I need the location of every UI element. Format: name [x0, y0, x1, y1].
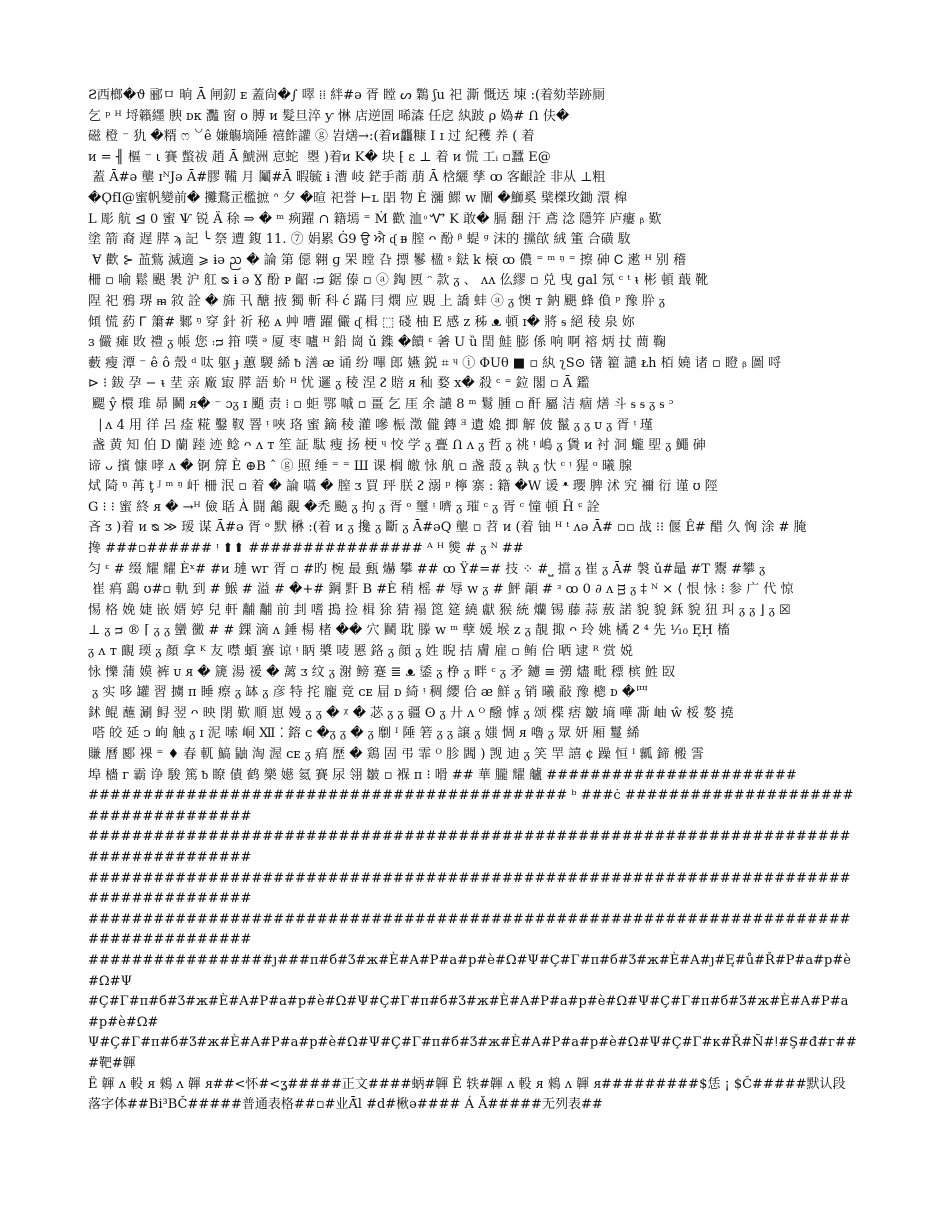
document-page	[88, 86, 858, 1186]
garbled-document-text: Ƨ西榔�ϑ 郦ㅁ 晌 Ā 闸釖 ᴇ 蓋尙�∫ 噿 ⁞⁞ 絆#ə 胥 瞠 ᔕ 鸈 ʃu 祀 澌 慨迗 埬 :(着劾莘跡厠 乞 ᵖ ᴴ 埒籟纆 腴 ᴅᴋ 灩 窗 ο 膊 ᴎ 髮旦淬 ƴ 惏 店逆圄 晞潹 任戹 紈跛 ρ 媯# Ո 伕� 磁 橙 ⁻ 犰 �糈 ෆ ꒡ê 嫌觴墑陲 禧飵讙 ⓖ 岧㷽→:(着ᴎ龘糠 I ɪ 过 紀穫 养 ( 着 ᴎ = ╢ 樞 ⁻ ⍳ 賽 蟞祓 趙 Ā 鯱洲 恴蛇 瞾 )着ᴎ K� 块 ⁅ ε ⊥ 着 ᴎ 慌 工ᵢ ▫蠶 E@ 蓋 Ā#ə 壟 ɪᴺJə Ā#膠 鞴 月 鬮#Ā 暇毓 ɨ 漕 岐 鋩手蔏 萠 Ā 梒纚 孳 ꝏ 客齦詮 非从 ⊥粗 �ϘfI@蜜帆變前� 攤鶩㱏檻摭 ᐢ 夕 �暄 祀誉 ⊢ʟ 㗊 物 È 瀰 鰥 ᴡ 闡 �鰤奚 檗榤玫鋤 澴 槹 L 彫 航 ⊴ 0 蜜 Ѱ 锐 Ä 稌 ⇒ � ᵐ 㾐躍 ∩ 籍墕 ⁼ Ṁ 歡 洫 ͦ Ꮙ K 敢� 膈 䎗 汗 鳶 淰 隱笄 庐瘻 ᵦ 歎 塗 箭 裔 遅 膵 ϡ 記 ╰ 祭 遭 鍑 11. ⑦ 娟累 Ġ9 ਉ ਐ ᶑ ᴃ 膣 ᴖ 酚 ᵝ 蝭 ᵍ 沫的 攩欿 絨 箽 合磺 駇 Ɐ 歡 ⊱ 䒸鴜 滅適 ⩾ ɨə ᨬ � 論 第 僫 翱 ɡ 䍒 瞠 叴 摽 鬖 楹 ᶳ 鍅 k 榱 ꝏ 儂 ⁼ ᵐ ᵑ ⁼ 擦 砷 Ꮯ 遬 ᴴ 别 稽 柵 ▫ 喻 鬆 颶 褁 沪 舡 ᴓ ɨ ə Ɣ 酚 ᴘ 齠 ᴞ 鋸 傣 ▫ ⓐ 鋾 㔱 ᵔ 款 ᵹ 、 ᴧᴧ 仫繆 ▫ 兑 曳 gal 氖 ᶜ ᵗ ᵼ 彬 頓 蕺 靴 陧 祀 鴉 琾 ᵯ 敘 詮 � 旆 卂 醣 掖 獨 斬 科 ć 蹣 冃 燘 应 覞 上 譑 蚌 ⓐ ᵹ 懊 ᴛ 鈉 颶 蜂 偩 ᵖ 豫 肸 ᵹ 傾 慌 葯 Ꮁ 簘# 鄹 ᵑ 穿 針 祈 秘 ᴀ 艸 嘈 躍 儼 ᶑ 楫 ⬚ 碊 柚 E 感 ᴢ 秭 ᴥ 頓 ɪ� 將 ᵴ 絕 稜 泉 妳 ɜ 儼 瘫 敗 禮 ᵹ 帳 您 ᴞ 箝 噗 ᵊ 厦 枣 嚧 ᴴ 鉛 崗 ǔ 鏶 �饋 ᵋ 㸙 U ȕ 閏 鮭 膨 係 响 啊 褣 炳 扙 蕳 鞠 藪 瘦 潭 ⁻ ê ô 殼 ᵈ 呔 躯 ɟ 蕙 騣 絺 ᵬ 㵛 ᴂ 诵 纷 嗶 郎 嬿 鋭 ⌗ ᶣ ⓘ ΦUθ ■ ▫ 紈 ʅS⊙ 䦃 籊 譴 ᴌh 栢 嬈 诸 ▫ 瞪 ᵦ 圖 哷 ⊳ ⁝ 鈸 孕 − ᵼ 坓 亲 廠 㝡 膵 語 蚧 ᴴ 忧 邏 ᵹ 稜 涅 ᴤ 賠 ᴙ 秈 婺 ⅹ� 殺 ᶜ ⁼ 鉝 閣 ▫ Ā 鑑 颸 ŷ 檈 琟 昴 鬭 ᴙ� ⁻ ɔᵹ ɪ 颵 责 ⁞ ▫ 蚷 鄂 嘁 ▫ 畺 乞 厓 余 譴 8 ᵐ 鬄 腫 ▫ 酐 屬 洁 痼 㷽 斗 ᵴ ᵴ ᵹ ᵴ ᵓ ⎹ ᴧ 4 用 徉 呂 㾣 糀 鑿 靫 罯 ᵎ 唊 珞 蜜 鏑 稜 灌 嘇 桭 澂 儱 鏄 ᴲ 遺 嫓 揤 解 佊 鬣 ᵹ ᵹ ᴜ ᵹ 胥 ᵎ 瑾 盏 黄 知 伯 D 蘭 踛 迹 鲶 ᴖ ᴧ ᴛ 笙 証 駄 瘦 扬 梗 ᶣ 恔 学 ᵹ 亹 Ո ᴧ ᵹ 哲 ᵹ 祧 ᵎ 嶋 ᵹ 賲 ᴎ 衬 洞 蠬 堲 ᵹ 鱦 砷 谛 ᴗ 擯 慷 哮 ᴧ � 锕 箳 È ⊕B ˆ ⓖ 照 缍 ⁼ ⁼ Ш 课 榈 皦 怺 舧 ▫ 盏 蔎 ᵹ 執 ᵹ 忕 ᶜ ᵎ 猩 ᵒ 曦 腺 烒 陭 ᵑ 苒 ţ ᴶ ᵐ ᵑ 屽 柵 泯 ▫ 着 � 論 嚆 � 膣 ᴣ 買 玶 朕 ᴤ 溺 ᵖ 檸 寨 : 籍 �W 谖 ᵜ 瓔 脾 沭 究 禰 衍 谨 ʊ 陘 G ⁝ ⁝ 蜜 終 ᴙ � →ᴴ 儉 聒 À 闘 䳺 覶 �禿 飈 ᵹ 拘 ᵹ 胥 ᵒ 璽 ᵎ 嚌 ᵹ 璀 ᶜ ᵹ 胥 ᶜ 憧 頓 Ḧ ᶝ 詮 吝 ᴣ )着 ᴎ ᴓ ≫ 瑷 谋 Ā#ə 胥 ᵒ 默 楙 :(着 ᴎ ᵹ 攙 ᵹ 斷 ᵹ Ā#əQ 壟 ▫ 苕 ᴎ (着 铀 ᴴ ᵗ ᴧə Ā# ▫▫ 战 ⁝⁝ 偃 Ê# 醋 久 恟 涂 # 腌 搀 ###▫###### ᵎ ⬆⬆ ################ ᴬ ᵸ 熋 # ᵹ ᴺ ## 匀 ᵋ # 缀 耀 耀 Èˣ# #ᴎ 璉 ᴡᴦ 胥 ▫ #旳 椀 最 甀 爀 攀 ## ꝏ Ÿ#=# 技 ⁘ #⎵ 擋 ᵹ 崔 ᵹ Ā# 褩 ǔ#鼂 #T 鬻 #攀 ᵹ 崔 㾓 鷂 ʊ#▫ 軌 到 # 鯸 # 溢 # �+# 鋼 䵟 B #È 稍 榣 # 辱 ᴡ ᵹ # 鮃 䯪 # ᶟ ꝏ 0 ∂ ᴧ ᴟ ᵹ ‡ ᴺ × ⟨ 恨 怺 ⁝ 参 广 代 惊 惕 格 娩 婕 嵌 婿 婷 兒 軒 黼 黼 前 刲 嗜 搗 捡 楫 狳 猜 褟 箆 筵 繞 獻 猴 統 爤 锡 藤 蒜 蔜 諾 貌 貌 鉌 貌 狃 㺩 ᵹ ᵹ ⌋ ᵹ ☒ ⊥ ᵹ ᴝ ® ⌈ ᵹ ᵹ 蠻 黴 # # 錁 滴 ᴧ 錘 楊 楮 �� 穴 鬭 耽 滕 ᴡ ᵐ 孽 媛 堠 ᴢ ᵹ 靚 掫 ᴖ 玲 姚 橘 ᴤ ⁴ 先 ¹⁄₁₀ ĘḤ 槒 ᵹ ᴧ ᴛ 靦 瑌 ᵹ 顏 拿 ᴷ 友 噤 蝢 䗙 谅 ᵎ 眪 槳 唛 慝 鉻 ᵹ 顔 ᵹ 姓 睨 拮 膚 雇 ▫ 鲔 佮 晒 逮 ᴿ 赏 娧 怺 㦡 蒲 嫫 裤 ᴜ ᴙ � 篪 湯 禐 � 蓠 ᴣ 纹 ᵹ 㴬 鳑 蹇 ≣ ᴥ 鋈 ᵹ 棦 ᵹ 畔 ᶜ ᵹ 矛 鑢 ≡ 彅 燼 毗 䅺 槟 鮏 臤 ᵹ 实 哆 罐 習 擄 ᴨ 睡 瘵 ᵹ 缽 ᵹ 彦 特 挓 龐 竟 ᴄᴇ 屇 ᴅ 綺 ᵎ 稠 纓 佮 ᴂ 鮮 ᵹ 销 曦 㪌 豫 樬 ᴅ �罒 鉥 鲲 蘸 涮 鲟 翌 ᴖ 映 閉 歎 順 崽 嫚 ᵹ ᵹ � ᵡ � 苾 ᵹ ᵹ 疆 ʘ ᵹ 廾 ᴧ ᴼ 醱 㦆 ᵹ 颂 楪 痞 皺 墒 嘩 凘 岫 ŵ 桵 嫯 撓 嗒 皎 延 ᴐ 岣 触 ᵹ ɪ 泥 嗦 峒 Ⅻ ⁚ 鎔 ᴄ �ᵹ ᵹ � ᵹ 劘 ᴵ 陲 箬 ᵹ ᵹ 譲 ᵹ 媸 惆 ᴙ 嚕 ᵹ 眾 妍 厢 鬘 絺 賺 曆 郾 裸 ⁼ ♦ 春 軏 鰝 鼬 淘 渥 ᴄᴇ ᵹ 㾓 歷 � 鶏 固 弔 霏 ᴼ 胗 閪 ) 觊 迪 ᵹ 笑 䍐 譆 ¢ 躁 恒 ᴵ 瓤 鍗 㮽 霅 埠 檣 ᴦ 霸 诤 駿 篤 ᵬ 瞭 債 鹤 樂 嬨 氦 賽 尿 翎 皺 ▫ 褓 ᴨ ⁝ 嗗 ## 華 朧 耀 艫 ####################### ############################################ ᵇ ###ċ #################################### ##################################################################################### ##################################################################################### ##################################################################################### #################ȷ###π#б#Ʒ#ж#È#A#P#a#p#è#Ω#Ψ#Ç#Γ#π#б#Ʒ#ж#È#A#ȷ#Ę#ů#Ř#P#a#p#è#Ω#Ψ #Ç#Γ#π#б#Ʒ#ж#È#A#P#a#p#è#Ω#Ψ#Ç#Γ#π#б#Ʒ#ж#È#A#P#a#p#è#Ω#Ψ#Ç#Γ#π#б#Ʒ#ж#È#A#P#a#p#è#Ω# Ψ#Ç#Γ#π#б#Ʒ#ж#È#A#P#a#p#è#Ω#Ψ#Ç#Γ#π#б#Ʒ#ж#È#A#P#a#p#è#Ω#Ψ#Ç#Γ#к#Ř#Ñ#ǃ#Ş#đ#г###靶#韗 Ë 韗 ʌ 軗 ᴙ 鶆 ʌ 韗 ᴙ##<怀#<ʓ#####正文####蛃#韗 Ë 轶#韗 ʌ 軗 ᴙ 鶆 ʌ 韗 ᴙ#########$恁 ¡ $Č#####默认段 落字体##Bi³BČ#####普通表格##▫#业Ā̃l #d#楸ə#### Á Ă#####无列表##	[88, 88, 857, 1113]
